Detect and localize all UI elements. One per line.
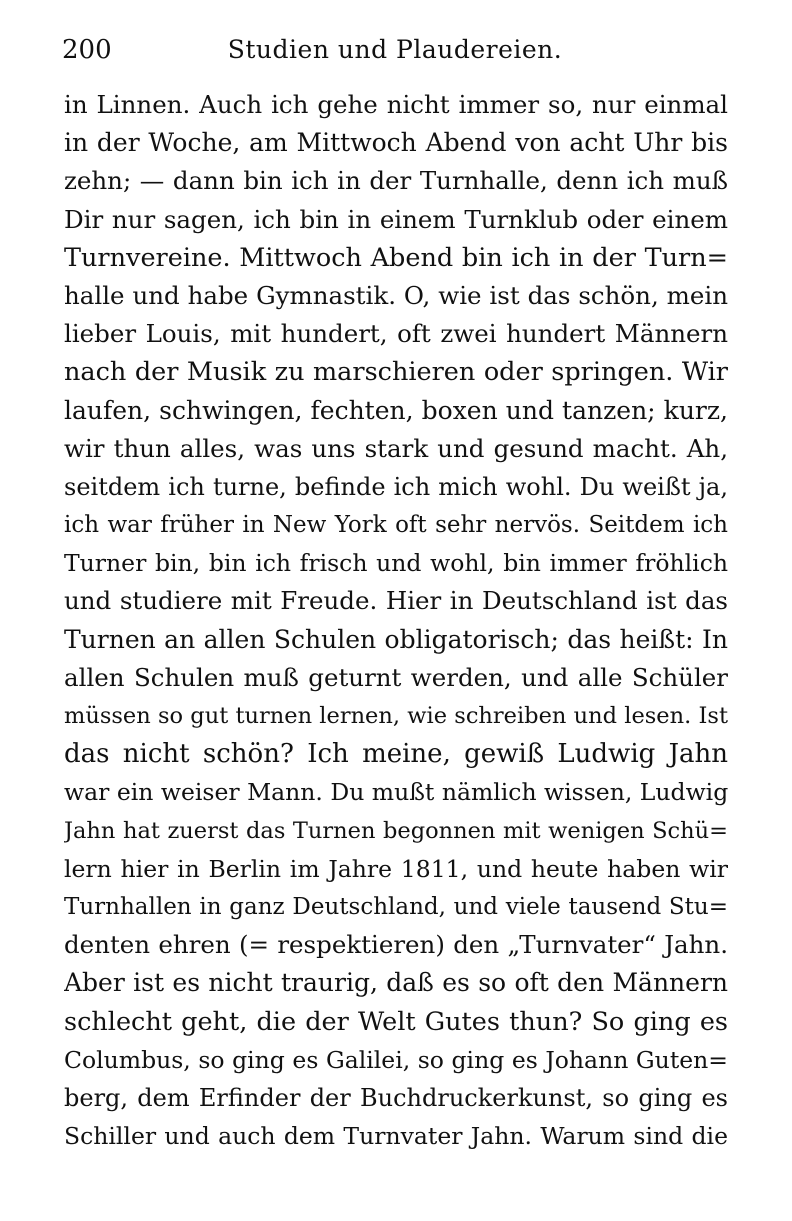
text-line: in der Woche, am Mittwoch Abend von acht Uhr bis <box>64 128 728 158</box>
text-line: Turnvereine. Mittwoch Abend bin ich in der Turn= <box>64 242 728 273</box>
running-head <box>62 30 728 70</box>
text-line: allen Schulen muß geturnt werden, und alle Schüler <box>64 662 728 692</box>
text-line: lern hier in Berlin im Jahre 1811, und heute haben wir <box>64 854 728 883</box>
text-line: wir thun alles, was uns stark und gesund macht. Ah, <box>64 433 728 463</box>
text-line: lieber Louis, mit hundert, oft zwei hundert Männern <box>64 319 728 349</box>
page-number: 200 <box>62 35 112 65</box>
text-line: Turnhallen in ganz Deutschland, und viele tausend Stu= <box>64 893 728 920</box>
text-line: zehn; — dann bin ich in der Turnhalle, denn ich muß <box>64 166 728 196</box>
text-line: nach der Musik zu marschieren oder springen. Wir <box>64 357 728 388</box>
running-title: Studien und Plaudereien. <box>227 35 563 64</box>
text-line: war ein weiser Mann. Du mußt nämlich wissen, Ludwig <box>64 778 728 807</box>
text-line: berg, dem Erfinder der Buchdruckerkunst, so ging es <box>64 1083 728 1112</box>
text-line: Dir nur sagen, ich bin in einem Turnklub oder einem <box>64 204 728 234</box>
body-text <box>64 86 728 1155</box>
text-line: und studiere mit Freude. Hier in Deutschland ist das <box>64 586 728 616</box>
text-line: denten ehren (= respektieren) den „Turnvater“ Jahn. <box>64 930 728 960</box>
text-line: in Linnen. Auch ich gehe nicht immer so, nur einmal <box>64 90 728 119</box>
text-line: halle und habe Gymnastik. O, wie ist das schön, mein <box>64 280 728 310</box>
text-line: Turner bin, bin ich frisch und wohl, bin immer fröhlich <box>64 549 728 578</box>
text-line: schlecht geht, die der Welt Gutes thun? So ging es <box>64 1006 728 1037</box>
text-line: Columbus, so ging es Galilei, so ging es Johann Guten= <box>64 1045 728 1074</box>
text-line: Schiller und auch dem Turnvater Jahn. Warum sind die <box>64 1122 728 1151</box>
text-line: laufen, schwingen, fechten, boxen und tanzen; kurz, <box>64 395 728 425</box>
text-line: ich war früher in New York oft sehr nervös. Seitdem ich <box>64 512 728 539</box>
text-line: Jahn hat zuerst das Turnen begonnen mit wenigen Schü= <box>64 817 728 844</box>
text-line: das nicht schön? Ich meine, gewiß Ludwig Jahn <box>64 739 728 770</box>
text-line: Turnen an allen Schulen obligatorisch; das heißt: In <box>64 624 728 654</box>
text-line: Aber ist es nicht traurig, daß es so oft den Männern <box>64 968 728 998</box>
text-line: müssen so gut turnen lernen, wie schreiben und lesen. Ist <box>64 703 728 729</box>
text-line: seitdem ich turne, befinde ich mich wohl. Du weißt ja, <box>64 472 728 501</box>
